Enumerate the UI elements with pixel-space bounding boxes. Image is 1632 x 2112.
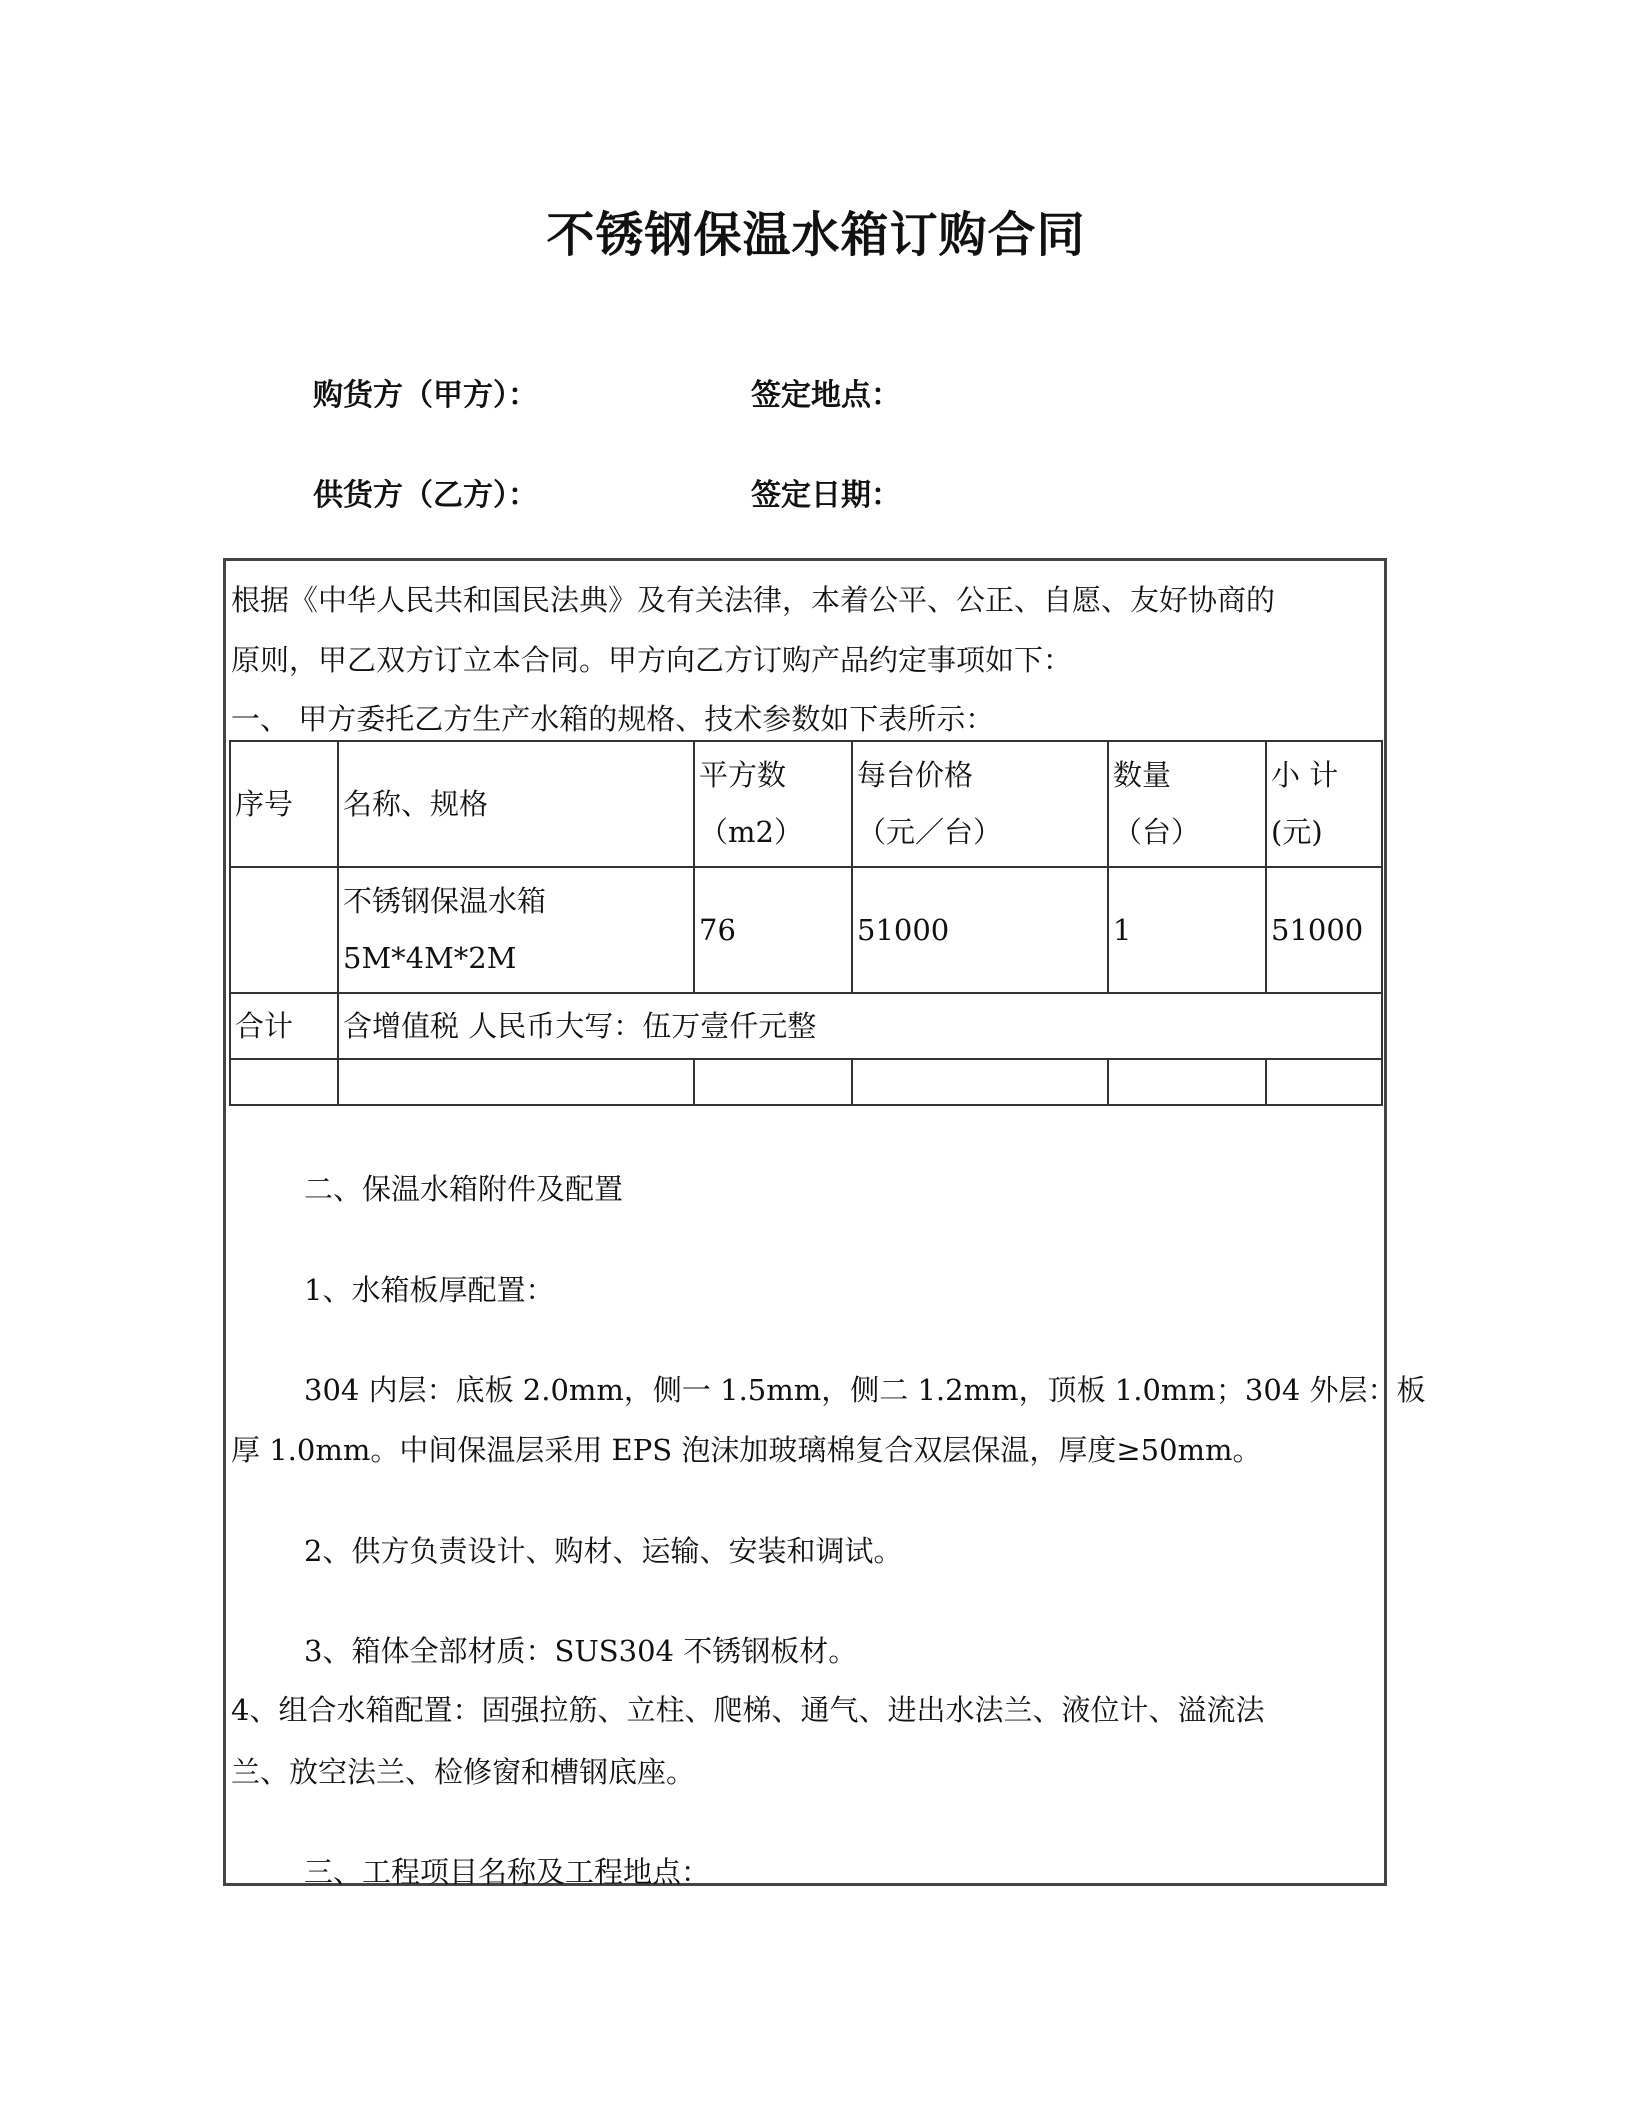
blank-cell bbox=[230, 1059, 338, 1105]
buyer-label: 购货方（甲方）： bbox=[313, 378, 538, 413]
date-label: 签定日期： bbox=[751, 478, 901, 513]
table-row bbox=[230, 867, 1382, 993]
section-2-item-1-line-1: 304 内层：底板 2.0mm，侧一 1.5mm，侧二 1.2mm，顶板 1.0mm；304 外层：板 bbox=[304, 1373, 1426, 1407]
blank-cell bbox=[694, 1059, 852, 1105]
cell-name-line2: 5M*4M*2M bbox=[343, 941, 517, 975]
cell-name-line1: 不锈钢保温水箱 bbox=[343, 884, 547, 919]
header-price-line1: 每台价格 bbox=[857, 758, 974, 793]
seller-label: 供货方（乙方）： bbox=[313, 478, 538, 513]
section-2-item-3: 3、箱体全部材质：SUS304 不锈钢板材。 bbox=[304, 1634, 858, 1668]
section-2-item-4-line-1: 4、组合水箱配置：固强拉筋、立柱、爬梯、通气、进出水法兰、液位计、溢流法 bbox=[231, 1693, 1265, 1727]
cell-area: 76 bbox=[694, 867, 852, 993]
section-2-title: 二、保温水箱附件及配置 bbox=[304, 1172, 624, 1206]
header-area-line1: 平方数 bbox=[699, 758, 787, 793]
header-qty-line1: 数量 bbox=[1113, 758, 1172, 793]
header-area bbox=[694, 741, 852, 867]
total-text: 含增值税 人民币大写：伍万壹仟元整 bbox=[338, 993, 1382, 1059]
table-total-row bbox=[230, 993, 1382, 1059]
header-price-line2: （元／台） bbox=[857, 815, 1003, 849]
section-2-item-1: 1、水箱板厚配置： bbox=[304, 1273, 555, 1307]
cell-price: 51000 bbox=[852, 867, 1108, 993]
place-label: 签定地点： bbox=[751, 378, 901, 413]
intro-line-1: 根据《中华人民共和国民法典》及有关法律，本着公平、公正、自愿、友好协商的 bbox=[231, 583, 1276, 617]
blank-cell bbox=[1266, 1059, 1382, 1105]
header-name: 名称、规格 bbox=[338, 741, 694, 867]
header-qty bbox=[1108, 741, 1266, 867]
header-price bbox=[852, 741, 1108, 867]
header-subtotal-line1: 小 计 bbox=[1271, 758, 1339, 793]
header-subtotal-line2: (元) bbox=[1271, 815, 1323, 849]
cell-subtotal: 51000 bbox=[1266, 867, 1382, 993]
cell-name bbox=[338, 867, 694, 993]
header-seq: 序号 bbox=[230, 741, 338, 867]
header-area-line2: （m2） bbox=[699, 815, 803, 849]
intro-line-3: 一、 甲方委托乙方生产水箱的规格、技术参数如下表所示： bbox=[231, 702, 995, 736]
intro-line-2: 原则，甲乙双方订立本合同。甲方向乙方订购产品约定事项如下： bbox=[231, 643, 1073, 677]
table-blank-row bbox=[230, 1059, 1382, 1105]
header-qty-line2: （台） bbox=[1113, 815, 1201, 849]
contract-title: 不锈钢保温水箱订购合同 bbox=[546, 207, 1086, 263]
spec-table bbox=[229, 740, 1383, 1106]
cell-qty: 1 bbox=[1108, 867, 1266, 993]
section-2-item-1-line-2: 厚 1.0mm。中间保温层采用 EPS 泡沫加玻璃棉复合双层保温，厚度≥50mm。 bbox=[231, 1433, 1262, 1467]
cell-seq bbox=[230, 867, 338, 993]
blank-cell bbox=[1108, 1059, 1266, 1105]
section-3-title: 三、工程项目名称及工程地点： bbox=[304, 1855, 711, 1889]
total-label: 合计 bbox=[230, 993, 338, 1059]
section-2-item-2: 2、供方负责设计、购材、运输、安装和调试。 bbox=[304, 1534, 903, 1568]
header-subtotal bbox=[1266, 741, 1382, 867]
table-header-row bbox=[230, 741, 1382, 867]
blank-cell bbox=[338, 1059, 694, 1105]
blank-cell bbox=[852, 1059, 1108, 1105]
section-2-item-4-line-2: 兰、放空法兰、检修窗和槽钢底座。 bbox=[231, 1755, 696, 1789]
